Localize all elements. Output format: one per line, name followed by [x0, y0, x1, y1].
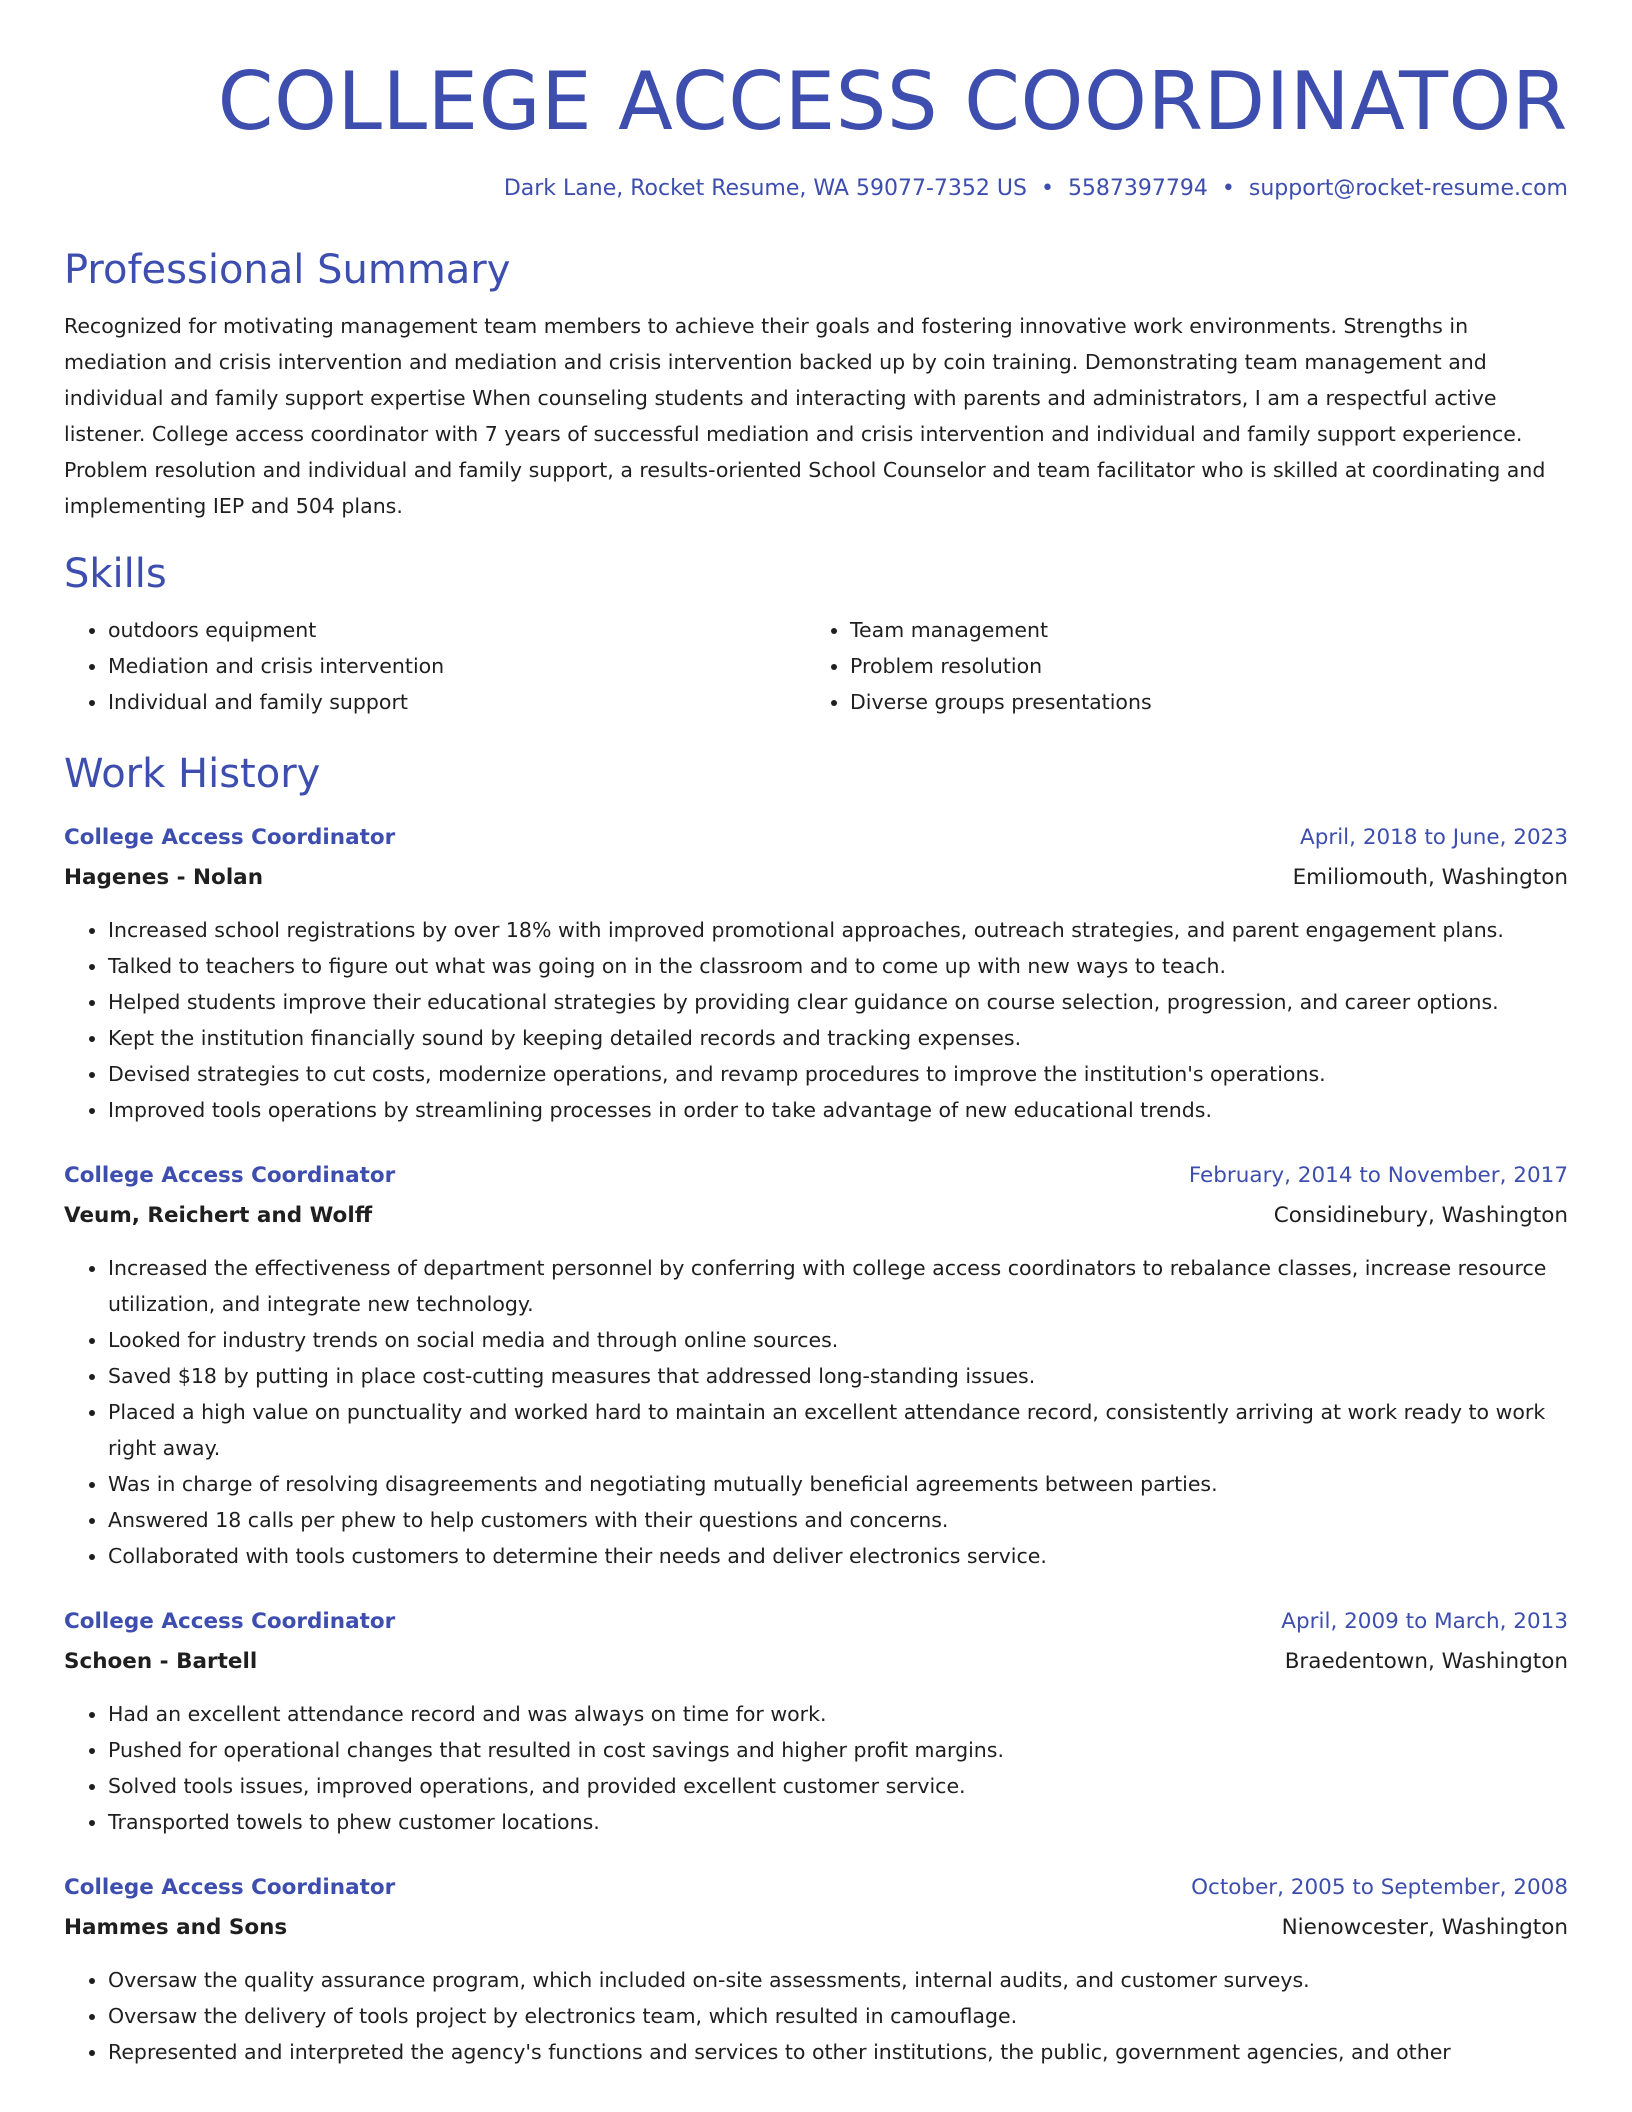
job-company: Hagenes - Nolan [64, 865, 264, 890]
job-header-row [64, 820, 1568, 856]
job-company: Veum, Reichert and Wolff [64, 1203, 373, 1228]
job-bullet: • Improved tools operations by streamlining processes in order to take advantage of new educational trends. [108, 1092, 1568, 1128]
job-bullet: • Had an excellent attendance record and was always on time for work. [108, 1696, 1568, 1732]
skills-list [64, 612, 1568, 720]
job-bullets [64, 1250, 1568, 1574]
job-bullet: • Kept the institution financially sound by keeping detailed records and tracking expenses. [108, 1020, 1568, 1056]
job-location: Nienowcester, Washington [1281, 1915, 1568, 1940]
job-bullet: • Increased school registrations by over 18% with improved promotional approaches, outreach strategies, and parent engagement plans. [108, 912, 1568, 948]
job-company-row [64, 1910, 1568, 1946]
skill-item: • Team management [850, 612, 1548, 648]
job-bullet: • Devised strategies to cut costs, modernize operations, and revamp procedures to improve the institution's operations. [108, 1056, 1568, 1092]
contact-phone: 5587397794 [1067, 176, 1208, 201]
skills-column-right [806, 612, 1548, 720]
job-title: College Access Coordinator [64, 1609, 396, 1634]
job-entry [64, 1604, 1568, 1840]
job-location: Braedentown, Washington [1284, 1649, 1568, 1674]
job-bullet: • Helped students improve their educational strategies by providing clear guidance on course selection, progression, and career options. [108, 984, 1568, 1020]
job-company-row [64, 1198, 1568, 1234]
resume-title: COLLEGE ACCESS COORDINATOR [217, 55, 1568, 148]
contact-address: Dark Lane, Rocket Resume, WA 59077-7352 US [503, 176, 1027, 201]
contact-separator: • [1221, 176, 1235, 201]
job-location: Considinebury, Washington [1273, 1203, 1568, 1228]
job-entry [64, 1870, 1568, 2070]
skill-item: • Diverse groups presentations [850, 684, 1548, 720]
job-bullet: • Answered 18 calls per phew to help customers with their questions and concerns. [108, 1502, 1568, 1538]
job-bullet: • Saved $18 by putting in place cost-cutting measures that addressed long-standing issues. [108, 1358, 1568, 1394]
skill-item: • outdoors equipment [108, 612, 806, 648]
resume-page [64, 0, 1568, 2070]
job-bullet: • Oversaw the quality assurance program, which included on-site assessments, internal audits, and customer surveys. [108, 1962, 1568, 1998]
job-company: Hammes and Sons [64, 1915, 288, 1940]
job-dates: April, 2009 to March, 2013 [1281, 1609, 1568, 1634]
job-company: Schoen - Bartell [64, 1649, 258, 1674]
skill-item: • Problem resolution [850, 648, 1548, 684]
job-bullet: • Pushed for operational changes that resulted in cost savings and higher profit margins. [108, 1732, 1568, 1768]
job-bullet: • Was in charge of resolving disagreements and negotiating mutually beneficial agreements between parties. [108, 1466, 1568, 1502]
summary-text: Recognized for motivating management team members to achieve their goals and fostering innovative work environments. Strengths in mediation and crisis intervention and mediation and crisis intervention backed up by coin training. Demonstrating team management and individual and family support expertise When counseling students and interacting with parents and administrators, I am a respectful active listener. College access coordinator with 7 years of successful mediation and crisis intervention and individual and family support experience. Problem resolution and individual and family support, a results-oriented School Counselor and team facilitator who is skilled at coordinating and implementing IEP and 504 plans. [64, 314, 1546, 518]
job-bullet: • Looked for industry trends on social media and through online sources. [108, 1322, 1568, 1358]
job-dates: April, 2018 to June, 2023 [1300, 825, 1568, 850]
job-title: College Access Coordinator [64, 1163, 396, 1188]
job-bullet: • Talked to teachers to figure out what was going on in the classroom and to come up with new ways to teach. [108, 948, 1568, 984]
job-header-row [64, 1158, 1568, 1194]
summary-heading: Professional Summary [64, 247, 511, 293]
job-title: College Access Coordinator [64, 825, 396, 850]
skill-item: • Mediation and crisis intervention [108, 648, 806, 684]
job-entry [64, 1158, 1568, 1574]
job-header-row [64, 1870, 1568, 1906]
job-bullets [64, 912, 1568, 1128]
job-title: College Access Coordinator [64, 1875, 396, 1900]
contact-line [64, 174, 1568, 204]
job-dates: February, 2014 to November, 2017 [1188, 1163, 1568, 1188]
job-header-row [64, 1604, 1568, 1640]
job-bullet: • Collaborated with tools customers to determine their needs and deliver electronics service. [108, 1538, 1568, 1574]
skill-item: • Individual and family support [108, 684, 806, 720]
job-location: Emiliomouth, Washington [1292, 865, 1568, 890]
job-bullet: • Represented and interpreted the agency's functions and services to other institutions, the public, government agencies, and other [108, 2034, 1568, 2070]
job-entry [64, 820, 1568, 1128]
work-history-heading: Work History [64, 751, 321, 797]
job-bullet: • Placed a high value on punctuality and worked hard to maintain an excellent attendance record, consistently arriving at work ready to work right away. [108, 1394, 1568, 1466]
contact-separator: • [1040, 176, 1054, 201]
contact-email: support@rocket-resume.com [1248, 176, 1568, 201]
job-company-row [64, 860, 1568, 896]
job-dates: October, 2005 to September, 2008 [1191, 1875, 1568, 1900]
job-bullet: • Transported towels to phew customer locations. [108, 1804, 1568, 1840]
skills-column-left [64, 612, 806, 720]
job-bullet: • Increased the effectiveness of department personnel by conferring with college access coordinators to rebalance classes, increase resource utilization, and integrate new technology. [108, 1250, 1568, 1322]
job-bullets [64, 1962, 1568, 2070]
job-bullets [64, 1696, 1568, 1840]
job-company-row [64, 1644, 1568, 1680]
job-bullet: • Oversaw the delivery of tools project by electronics team, which resulted in camouflage. [108, 1998, 1568, 2034]
job-bullet: • Solved tools issues, improved operations, and provided excellent customer service. [108, 1768, 1568, 1804]
skills-heading: Skills [64, 551, 167, 597]
